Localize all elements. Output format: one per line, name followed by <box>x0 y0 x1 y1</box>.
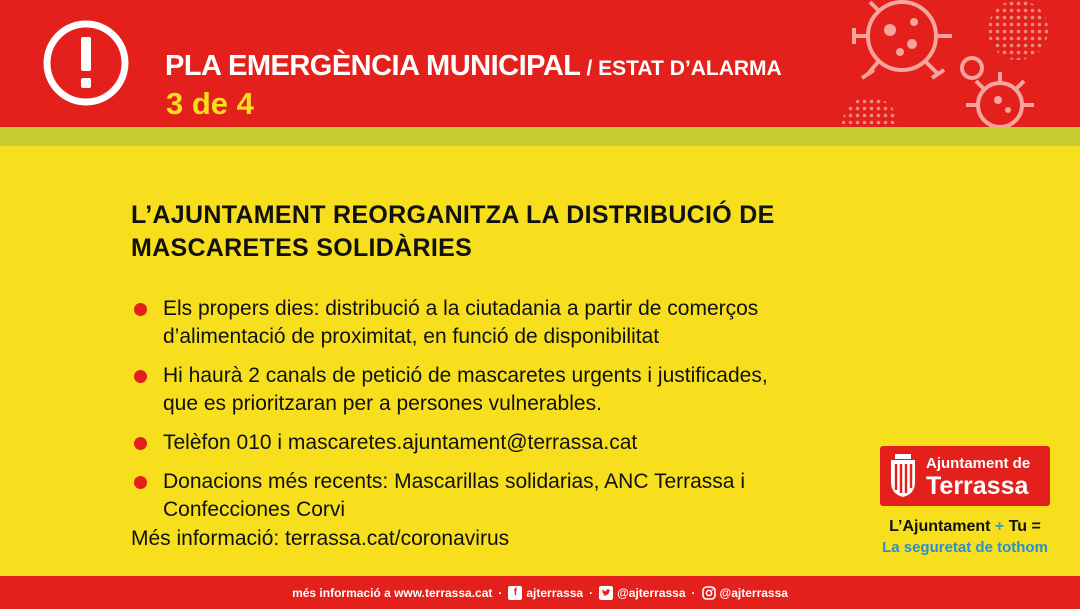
logo-line-2: Terrassa <box>926 472 1029 500</box>
slogan-part: L’Ajuntament <box>889 518 991 535</box>
header-stripe <box>0 127 1080 146</box>
coat-of-arms-icon <box>889 454 917 498</box>
list-item <box>131 429 871 457</box>
list-item <box>131 468 871 524</box>
list-item-text: Confecciones Corvi <box>163 498 346 521</box>
logo-line-1: Ajuntament de <box>926 455 1031 472</box>
bullet-dot-icon <box>134 370 147 383</box>
facebook-icon: f <box>508 586 522 600</box>
list-item <box>131 362 871 418</box>
alert-icon <box>42 19 130 107</box>
list-item-text: Donacions més recents: Mascarillas solidarias, ANC Terrassa i <box>163 470 745 493</box>
headline-line: MASCARETES SOLIDÀRIES <box>131 234 473 262</box>
page-title <box>165 50 782 83</box>
list-item <box>131 295 871 351</box>
header-banner <box>0 0 1080 127</box>
title-main: PLA EMERGÈNCIA MUNICIPAL <box>165 50 581 82</box>
page-counter: 3 de 4 <box>166 86 254 121</box>
virus-decoration-icon <box>840 0 1080 127</box>
list-item-text: Hi haurà 2 canals de petició de mascaretes urgents i justificades, <box>163 364 768 387</box>
list-item-text: que es prioritzaran per a persones vulnerables. <box>163 392 602 415</box>
slogan <box>875 518 1055 536</box>
footer-separator: · <box>498 585 503 600</box>
plus-icon: + <box>994 518 1005 535</box>
footer-separator: · <box>691 585 696 600</box>
instagram-icon <box>702 586 716 600</box>
footer-bar <box>0 576 1080 609</box>
title-sub: / ESTAT D’ALARMA <box>586 57 782 80</box>
footer-info-link[interactable]: més informació a www.terrassa.cat <box>292 585 493 600</box>
bullet-dot-icon <box>134 476 147 489</box>
twitter-icon <box>599 586 613 600</box>
more-info-text: Més informació: terrassa.cat/coronavirus <box>131 527 510 550</box>
footer-twitter-link[interactable]: @ajterrassa <box>617 585 686 600</box>
footer-facebook-link[interactable]: ajterrassa <box>526 585 584 600</box>
slogan-tagline: La seguretat de tothom <box>882 539 1048 556</box>
headline-line: L’AJUNTAMENT REORGANITZA LA DISTRIBUCIÓ DE <box>131 201 775 229</box>
slogan-part: Tu = <box>1008 518 1041 535</box>
list-item-text: Telèfon 010 i mascaretes.ajuntament@terrassa.cat <box>163 431 638 454</box>
bullet-dot-icon <box>134 437 147 450</box>
bullet-dot-icon <box>134 303 147 316</box>
ajuntament-logo <box>880 446 1050 506</box>
footer-instagram-link[interactable]: @ajterrassa <box>719 585 788 600</box>
bullet-list <box>131 295 871 535</box>
footer-separator: · <box>589 585 594 600</box>
headline <box>131 199 931 265</box>
list-item-text: Els propers dies: distribució a la ciutadania a partir de comerços <box>163 297 759 320</box>
list-item-text: d’alimentació de proximitat, en funció de disponibilitat <box>163 325 660 348</box>
